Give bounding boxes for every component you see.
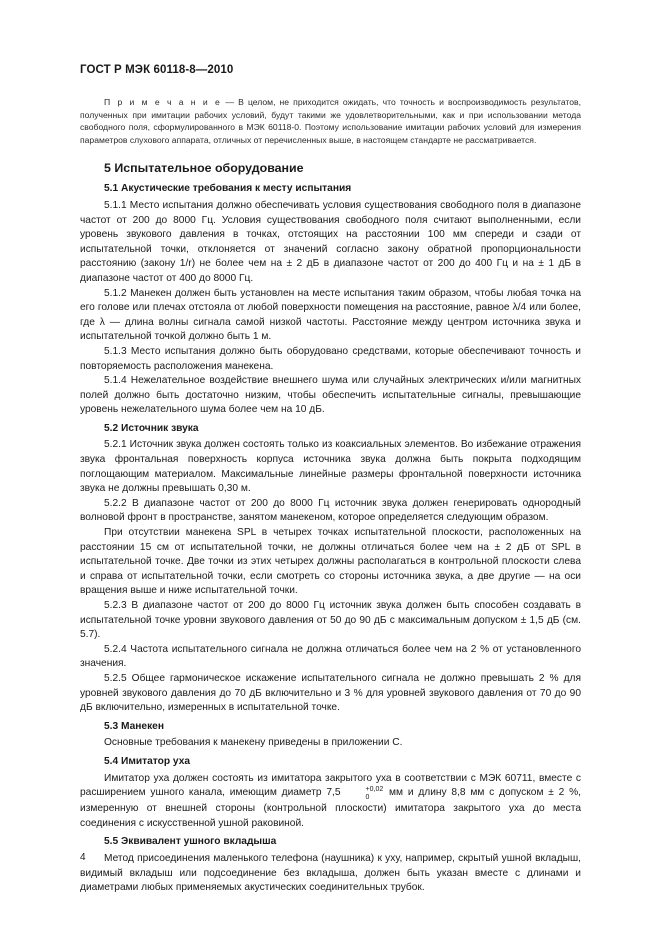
document-header: ГОСТ Р МЭК 60118-8—2010	[80, 64, 234, 76]
paragraph-5-2-2: 5.2.2 В диапазоне частот от 200 до 8000 Гц источник звука должен генерировать однородный волновой фронт в пространстве, занятом манекеном, которое определяется следующим образом.	[80, 497, 581, 524]
section-5-2-heading: 5.2 Источник звука	[104, 422, 199, 434]
tolerance-lower: 0	[365, 794, 370, 802]
paragraph-5-1-2: 5.1.2 Манекен должен быть установлен на месте испытания таким образом, чтобы любая точка на его голове или плечах отстояла от любой поверхности помещения на расстояние, равное λ/4 или более, где λ — длина волны сигнала самой низкой частоты. Расстояние между центром источника звука и испытательной точкой должно быть 1 м.	[80, 287, 581, 343]
note-text: — В целом, не приходится ожидать, что точность и воспроизводимость результатов, полученных при имитации рабочих условий, будут такими же удовлетворительными, как и при использовании метода свободного поля, сформулированного в МЭК 60118-0. Поэтому использование имитации рабочих условий для измерения параметров слухового аппарата, отличных от перечисленных выше, в настоящем стандарте не рассматривается.	[80, 97, 581, 145]
tolerance-notation	[342, 786, 384, 802]
paragraph-5-1-1: 5.1.1 Место испытания должно обеспечивать условия существования свободного поля в диапазоне частот от 200 до 8000 Гц. Условия существования свободного поля считают выполненными, если уровень звукового давления в точках, отстоящих на расстоянии 100 мм спереди и сзади от испытательной точки, отклоняется от значений согласно закону обратной пропорциональности расстоянию (закону 1/r) не более чем на ± 2 дБ в диапазоне частот от 200 до 400 Гц и на ± 1 дБ в диапазоне частот от 400 до 8000 Гц.	[80, 199, 581, 284]
section-5-4-heading: 5.4 Имитатор уха	[104, 755, 191, 767]
paragraph-5-2-2-detail: При отсутствии манекена SPL в четырех точках испытательной плоскости, расположенных на расстоянии 15 см от испытательной точки, не должны отличаться более чем на ± 2 дБ от SPL в испытательной точке. Две точки из этих четырех должны располагаться в контрольной плоскости слева и справа от испытательной точки, если смотреть со стороны источника звука, а две другие — на оси вращения выше и ниже испытательной точки.	[80, 527, 581, 597]
paragraph-5-2-4: 5.2.4 Частота испытательного сигнала не должна отличаться более чем на 2 % от установленного значения.	[80, 643, 581, 670]
paragraph-5-1-3: 5.1.3 Место испытания должно быть оборудовано средствами, которые обеспечивают точность и повторяемость расположения манекена.	[80, 345, 581, 372]
note-label: П р и м е ч а н и е	[104, 97, 222, 107]
paragraph-5-2-1: 5.2.1 Источник звука должен состоять только из коаксиальных элементов. Во избежание отражения звука фронтальная поверхность корпуса источника звука должна быть покрыта подходящим поглощающим материалом. Максимальные линейные размеры фронтальной поверхности источника звука не должны превышать 0,30 м.	[80, 439, 581, 495]
paragraph-5-4	[80, 772, 581, 832]
section-5-3-heading: 5.3 Манекен	[104, 720, 165, 732]
section-5-heading: 5 Испытательное оборудование	[104, 161, 304, 176]
note-paragraph	[80, 96, 581, 146]
page-number: 4	[80, 852, 86, 863]
paragraph-5-1-4: 5.1.4 Нежелательное воздействие внешнего шума или случайных электрических и/или магнитных полей должно быть достаточно низким, чтобы обеспечить испытательные сигналы, превышающие уровень нежелательного шума более чем на 10 дБ.	[80, 375, 581, 416]
paragraph-5-4-end: мм и длину 8,8 мм с допуском ± 2 %, измеренную от внешней стороны (контрольной плоскости) имитатора закрытого уха до места соединения с искусственной ушной раковиной.	[80, 787, 581, 829]
section-5-5-heading: 5.5 Эквивалент ушного вкладыша	[104, 836, 277, 848]
paragraph-5-4-start: Имитатор уха должен состоять из имитатора закрытого уха в соответствии с МЭК 60711, вместе с расширением ушного канала, имеющим диаметр 7,5	[80, 772, 581, 799]
tolerance-upper: +0,02	[365, 786, 384, 794]
paragraph-5-2-3: 5.2.3 В диапазоне частот от 200 до 8000 Гц источник звука должен быть способен создавать в испытательной точке уровни звукового давления от 50 до 90 дБ с максимальным допуском ± 1,5 дБ (см. 5.7).	[80, 600, 581, 641]
paragraph-5-5: Метод присоединения маленького телефона (наушника) к уху, например, скрытый ушной вкладыш, видимый вкладыш или подсоединение без вкладыша, должен быть указан вместе с длинами и диаметрами любых применяемых акустических соединительных трубок.	[80, 852, 581, 894]
paragraph-5-2-5: 5.2.5 Общее гармоническое искажение испытательного сигнала не должно превышать 2 % для уровней звукового давления до 70 дБ включительно и 3 % для уровней звукового давления от 70 до 90 дБ включительно, измеренных в испытательной точке.	[80, 672, 581, 714]
document-body	[80, 96, 581, 896]
paragraph-5-3: Основные требования к манекену приведены в приложении С.	[104, 737, 403, 749]
section-5-1-heading: 5.1 Акустические требования к месту испытания	[104, 183, 352, 195]
